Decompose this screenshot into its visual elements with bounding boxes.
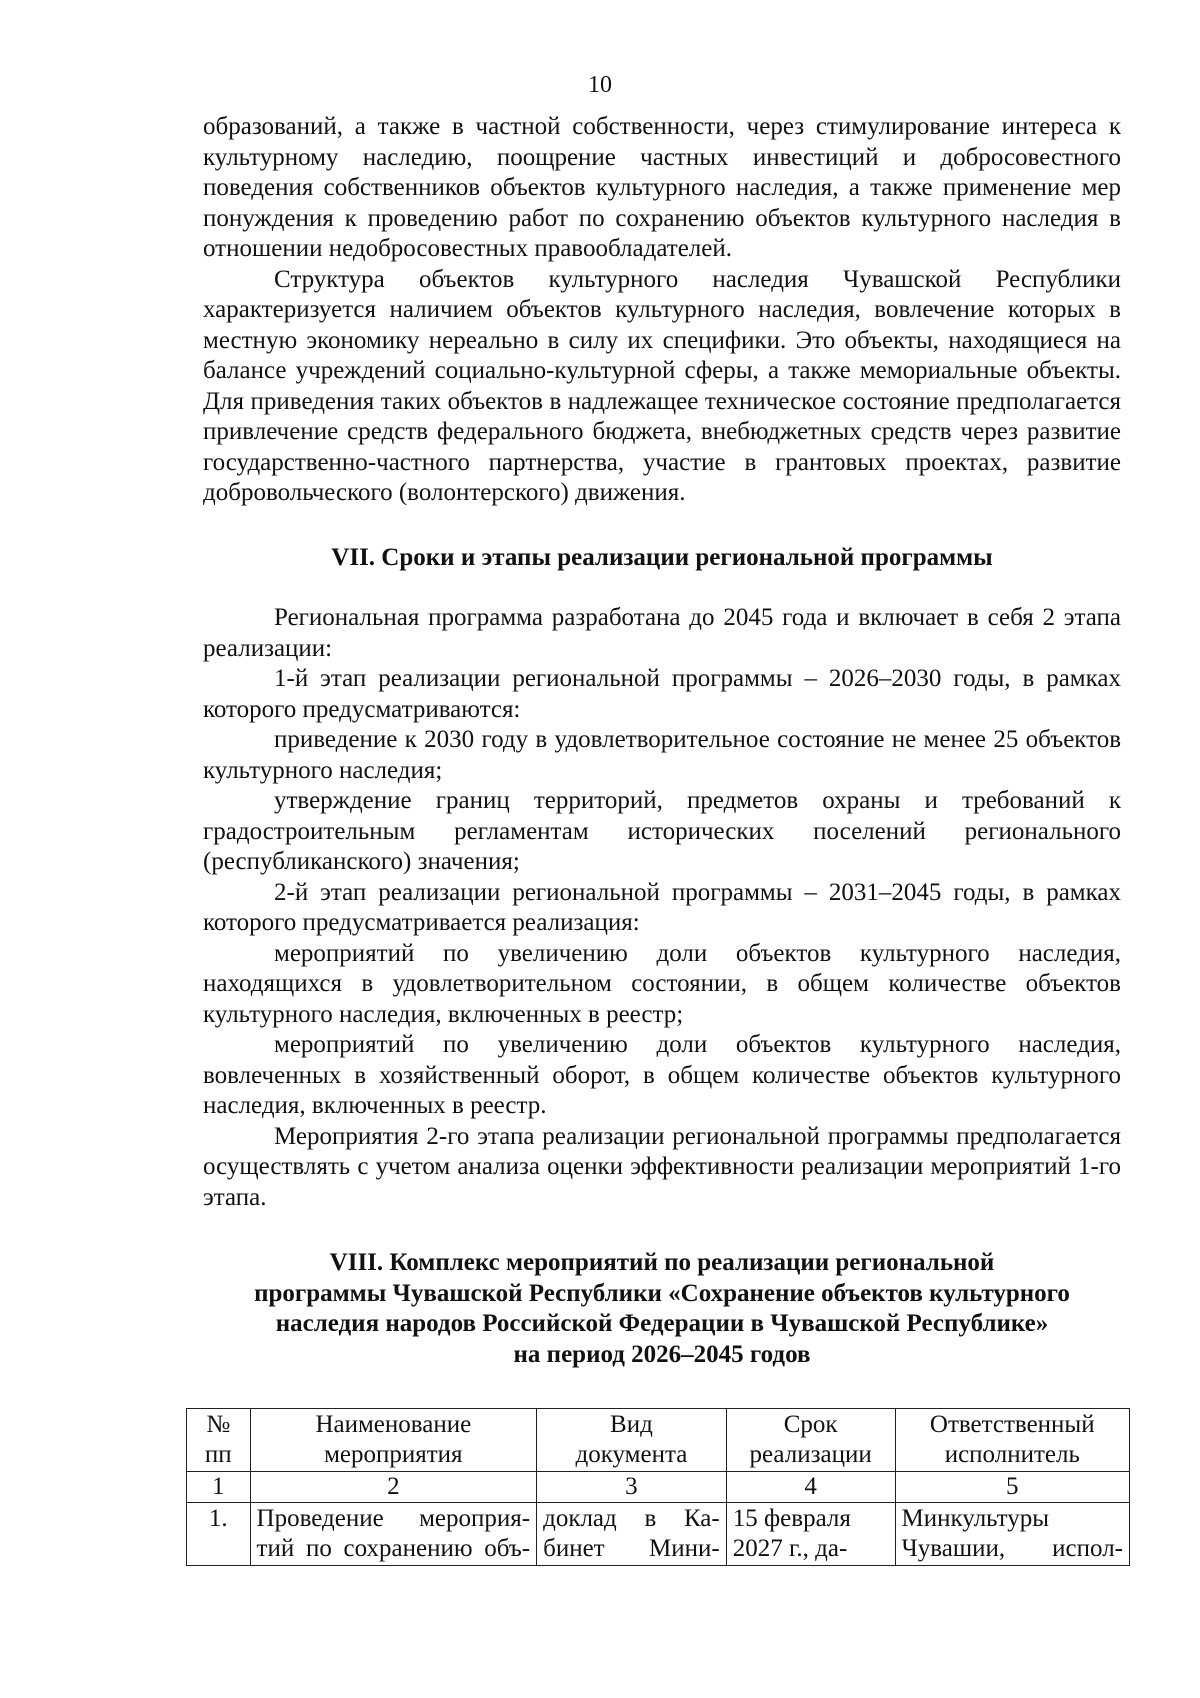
row-doc: доклад в Ка- бинет Мини- bbox=[537, 1503, 727, 1566]
paragraph: мероприятий по увеличению доли объектов культурного наследия, находящихся в удовлетворительном состоянии, в общем количестве объектов культурного наследия, включенных в реестр; bbox=[203, 939, 1121, 1028]
paragraph: 2-й этап реализации региональной программы – 2031–2045 годы, в рамках которого предусматривается реализация: bbox=[203, 878, 1121, 936]
heading-line: VIII. Комплекс мероприятий по реализации региональной bbox=[329, 1249, 995, 1276]
document-body bbox=[203, 112, 1121, 1370]
paragraph: Региональная программа разработана до 2045 года и включает в себя 2 этапа реализации: bbox=[203, 604, 1121, 662]
paragraph: Структура объектов культурного наследия Чувашской Республики характеризуется наличием объектов культурного наследия, вовлечение которых в местную экономику нереально в силу их специфики. Это объекты, находящиеся на балансе учреждений социально-культурной сферы, а также мемориальные объекты. Для приведения таких объектов в надлежащее техническое состояние предполагается привлечение средств федерального бюджета, внебюджетных средств через развитие государственно-частного партнерства, участие в грантовых проектах, развитие добровольческого (волонтерского) движения. bbox=[203, 265, 1121, 506]
section-heading-7: VII. Сроки и этапы реализации региональной программы bbox=[331, 543, 993, 571]
page-number: 10 bbox=[588, 72, 612, 98]
table-row bbox=[187, 1503, 1130, 1566]
heading-line: наследия народов Российской Федерации в Чувашской Республике» bbox=[275, 1310, 1049, 1337]
table-header-row bbox=[187, 1409, 1130, 1472]
header-name: Наименование мероприятия bbox=[250, 1409, 537, 1472]
header-doc: Вид документа bbox=[537, 1409, 727, 1472]
heading-line: программы Чувашской Республики «Сохранение объектов культурного bbox=[254, 1279, 1070, 1307]
header-term: Срок реализации bbox=[726, 1409, 895, 1472]
section-heading-8 bbox=[203, 1248, 1121, 1370]
column-number: 1 bbox=[187, 1472, 251, 1503]
column-number: 5 bbox=[895, 1472, 1129, 1503]
header-resp: Ответственный исполнитель bbox=[895, 1409, 1129, 1472]
row-term: 15 февраля 2027 г., да- bbox=[726, 1503, 895, 1566]
paragraph: мероприятий по увеличению доли объектов культурного наследия, вовлеченных в хозяйственный оборот, в общем количестве объектов культурного наследия, включенных в реестр. bbox=[203, 1031, 1121, 1119]
paragraph: 1-й этап реализации региональной программы – 2026–2030 годы, в рамках которого предусматриваются: bbox=[203, 665, 1121, 723]
paragraph: образований, а также в частной собственности, через стимулирование интереса к культурному наследию, поощрение частных инвестиций и добросовестного поведения собственников объектов культурного наследия, а также применение мер понуждения к проведению работ по сохранению объектов культурного наследия в отношении недобросовестных правообладателей. bbox=[203, 113, 1121, 262]
paragraph: утверждение границ территорий, предметов охраны и требований к градостроительным регламентам исторических поселений регионального (республиканского) значения; bbox=[203, 787, 1121, 875]
measures-table bbox=[186, 1408, 1130, 1566]
column-number: 3 bbox=[537, 1472, 727, 1503]
header-num: № пп bbox=[187, 1409, 251, 1472]
paragraph: приведение к 2030 году в удовлетворительное состояние не менее 25 объектов культурного наследия; bbox=[203, 726, 1121, 784]
paragraph: Мероприятия 2-го этапа реализации региональной программы предполагается осуществлять с учетом анализа оценки эффективности реализации мероприятий 1-го этапа. bbox=[203, 1122, 1121, 1211]
row-name: Проведение мероприя- тий по сохранению объ- bbox=[250, 1503, 537, 1566]
table-column-numbers-row bbox=[187, 1472, 1130, 1503]
column-number: 4 bbox=[726, 1472, 895, 1503]
measures-table-container bbox=[186, 1408, 1142, 1569]
row-resp: Минкультуры Чувашии, испол- bbox=[895, 1503, 1129, 1566]
column-number: 2 bbox=[250, 1472, 537, 1503]
heading-line: на период 2026–2045 годов bbox=[513, 1340, 811, 1368]
row-num: 1. bbox=[187, 1503, 251, 1566]
